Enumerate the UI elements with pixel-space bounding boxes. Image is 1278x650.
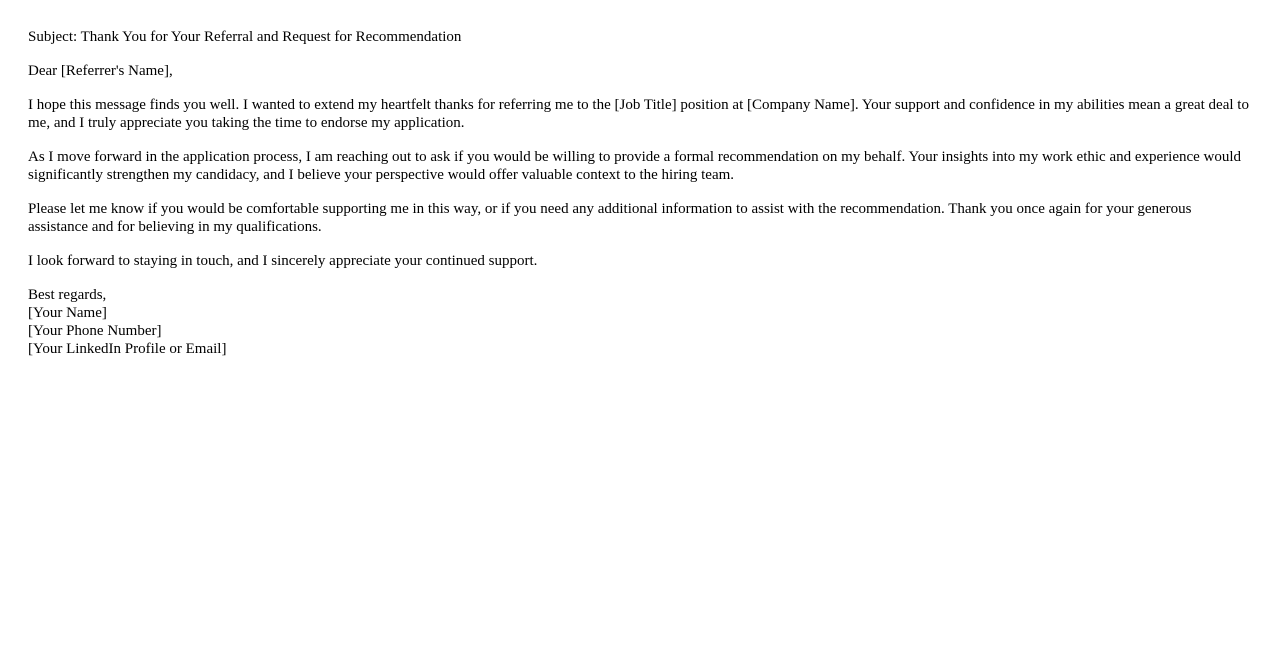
email-greeting: Dear [Referrer's Name],: [28, 63, 173, 79]
email-paragraph-1: I hope this message finds you well. I wanted to extend my heartfelt thanks for referring me to the [Job Title] position at [Company Name]. Your support and confidence in my abilities mean a great deal to me, and I truly appreciate you taking the time to endorse my application.: [28, 97, 1249, 131]
email-subject: Subject: Thank You for Your Referral and Request for Recommendation: [28, 29, 462, 45]
email-signoff: [28, 286, 1254, 358]
email-body: [28, 28, 1254, 374]
email-closing: Best regards,: [28, 287, 107, 303]
signature-phone: [Your Phone Number]: [28, 323, 162, 339]
signature-contact: [Your LinkedIn Profile or Email]: [28, 341, 227, 357]
email-paragraph-4: I look forward to staying in touch, and I sincerely appreciate your continued support.: [28, 253, 538, 269]
email-paragraph-2: As I move forward in the application process, I am reaching out to ask if you would be willing to provide a formal recommendation on my behalf. Your insights into my work ethic and experience would significantly strengthen my candidacy, and I believe your perspective would offer valuable context to the hiring team.: [28, 149, 1242, 183]
email-paragraph-3: Please let me know if you would be comfortable supporting me in this way, or if you need any additional information to assist with the recommendation. Thank you once again for your generous assistance and for believing in my qualifications.: [28, 201, 1192, 235]
signature-name: [Your Name]: [28, 305, 107, 321]
